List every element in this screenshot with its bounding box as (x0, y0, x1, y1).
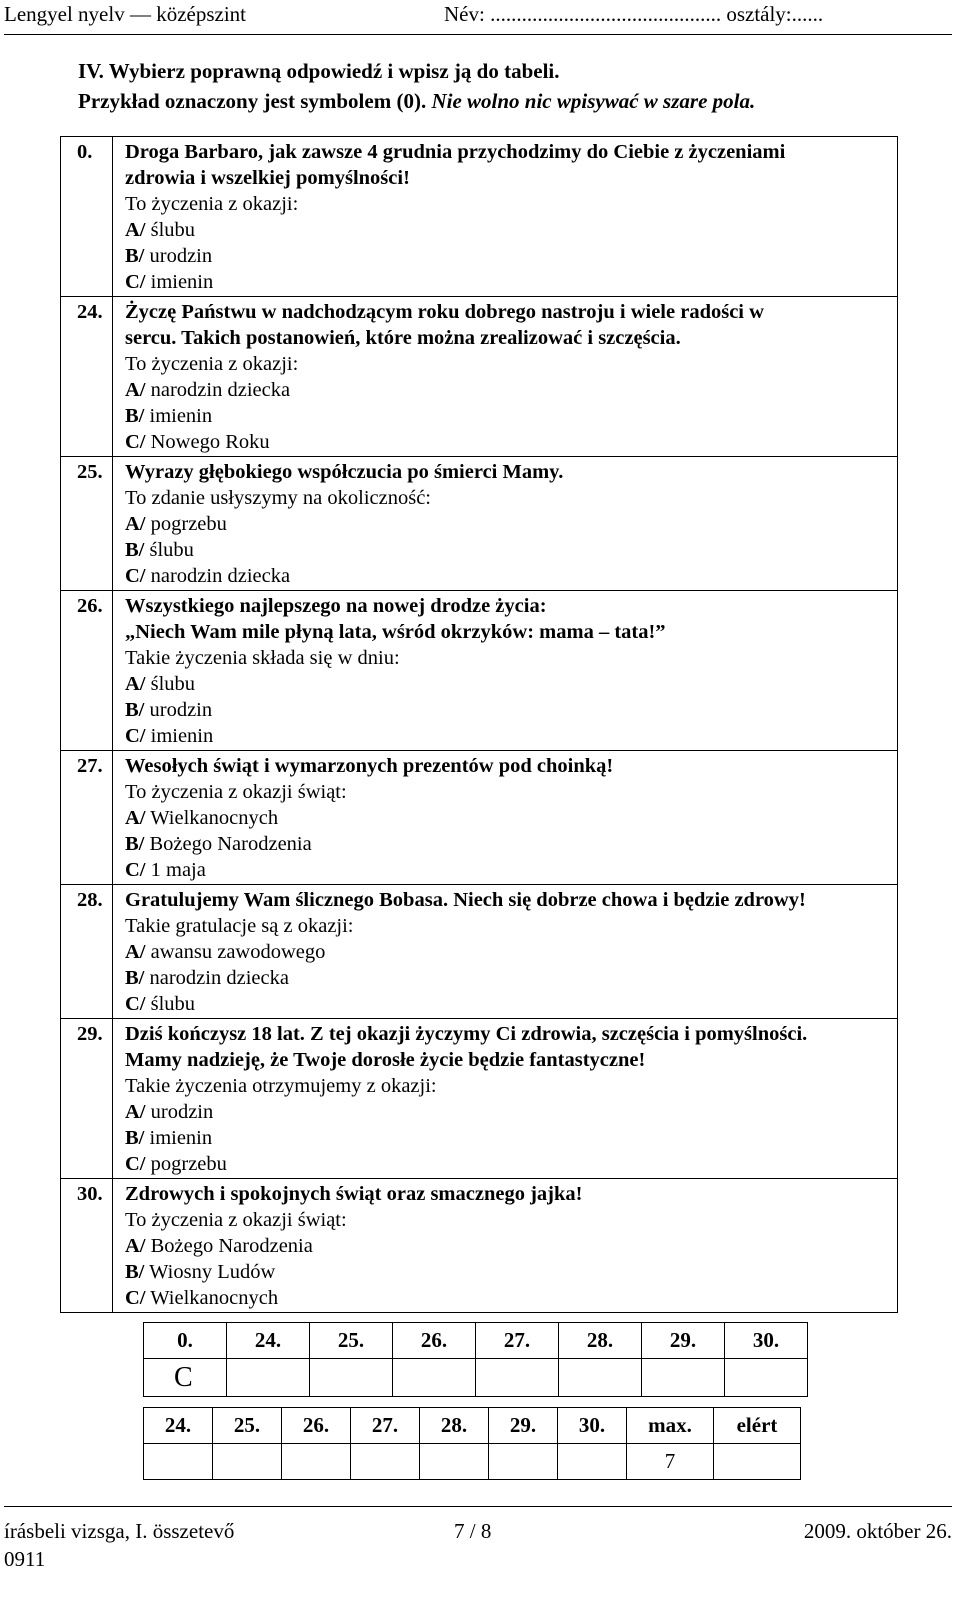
score-achieved-value (714, 1444, 801, 1480)
question-number: 29. (61, 1019, 113, 1179)
question-text-line: Wyrazy głębokiego współczucia po śmierci Mamy. (125, 461, 564, 483)
option-letter: A/ (125, 379, 146, 401)
question-number: 30. (61, 1179, 113, 1313)
question-content (113, 1179, 898, 1313)
answer-option (125, 671, 891, 697)
score-cell (351, 1444, 420, 1480)
footer-code: 0911 (4, 1547, 46, 1571)
header-subject: Lengyel nyelv — középszint (4, 2, 247, 26)
answer-option (125, 965, 891, 991)
option-letter: C/ (125, 565, 146, 587)
option-letter: A/ (125, 941, 146, 963)
option-letter: C/ (125, 1287, 146, 1309)
score-table (143, 1407, 801, 1480)
answer-option (125, 1259, 891, 1285)
option-letter: B/ (125, 833, 145, 855)
option-text: urodzin (145, 1101, 214, 1123)
option-text: awansu zawodowego (145, 941, 326, 963)
answer-table (143, 1322, 808, 1397)
answer-option (125, 1285, 891, 1311)
answer-option (125, 831, 891, 857)
question-prompt: To życzenia z okazji świąt: (125, 1209, 347, 1231)
answer-option (125, 217, 891, 243)
score-cell (558, 1444, 627, 1480)
option-letter: A/ (125, 673, 146, 695)
question-number: 0. (61, 137, 113, 297)
option-letter: A/ (125, 219, 146, 241)
option-letter: C/ (125, 1153, 146, 1175)
answer-header-cell: 24. (227, 1323, 310, 1359)
option-letter: B/ (125, 699, 145, 721)
question-content (113, 457, 898, 591)
question-text-line: Życzę Państwu w nadchodzącym roku dobrego nastroju i wiele radości w (125, 301, 764, 323)
question-content (113, 1019, 898, 1179)
question-number: 26. (61, 591, 113, 751)
option-letter: B/ (125, 245, 145, 267)
option-letter: C/ (125, 431, 146, 453)
answer-option (125, 939, 891, 965)
answer-cell-28[interactable] (559, 1359, 642, 1397)
question-content (113, 751, 898, 885)
question-text-line: Zdrowych i spokojnych świąt oraz smacznego jajka! (125, 1183, 583, 1205)
answer-option (125, 269, 891, 295)
question-row (61, 885, 898, 1019)
answer-option (125, 805, 891, 831)
question-content (113, 885, 898, 1019)
score-cell (282, 1444, 351, 1480)
option-letter: C/ (125, 725, 146, 747)
answer-option (125, 991, 891, 1017)
question-text-line: „Niech Wam mile płyną lata, wśród okrzyków: mama – tata!” (125, 621, 666, 643)
question-number: 28. (61, 885, 113, 1019)
footer-page-number: 7 / 8 (454, 1519, 492, 1543)
score-cell (489, 1444, 558, 1480)
answer-header-cell: 26. (393, 1323, 476, 1359)
instruction-example: Przykład oznaczony jest symbolem (0). (78, 89, 427, 113)
footer-date: 2009. október 26. (803, 1519, 952, 1543)
question-number: 27. (61, 751, 113, 885)
score-cell (213, 1444, 282, 1480)
score-header-cell: 30. (558, 1408, 627, 1444)
option-text: narodzin dziecka (144, 967, 289, 989)
question-prompt: Takie gratulacje są z okazji: (125, 915, 354, 937)
task-instructions (78, 56, 755, 116)
option-letter: C/ (125, 859, 146, 881)
score-header-cell: 27. (351, 1408, 420, 1444)
answer-table-value-row (144, 1359, 808, 1397)
option-text: imienin (144, 1127, 213, 1149)
answer-option (125, 537, 891, 563)
answer-table-header-row (144, 1323, 808, 1359)
answer-option (125, 1151, 891, 1177)
header-name-class-field: Név: ............................................ osztály:...... (444, 2, 824, 26)
option-letter: B/ (125, 967, 145, 989)
score-cell (144, 1444, 213, 1480)
answer-option (125, 857, 891, 883)
question-row (61, 137, 898, 297)
score-cell (420, 1444, 489, 1480)
answer-header-cell: 0. (144, 1323, 227, 1359)
answer-cell-27[interactable] (476, 1359, 559, 1397)
answer-header-cell: 30. (725, 1323, 808, 1359)
question-prompt: To życzenia z okazji świąt: (125, 781, 347, 803)
question-content (113, 297, 898, 457)
question-text-line: Mamy nadzieję, że Twoje dorosłe życie będzie fantastyczne! (125, 1049, 646, 1071)
option-letter: A/ (125, 807, 146, 829)
answer-option (125, 1099, 891, 1125)
option-text: Wiosny Ludów (144, 1261, 276, 1283)
question-prompt: Takie życzenia składa się w dniu: (125, 647, 400, 669)
question-text-line: Wszystkiego najlepszego na nowej drodze życia: (125, 595, 547, 617)
option-letter: C/ (125, 993, 146, 1015)
question-prompt: Takie życzenia otrzymujemy z okazji: (125, 1075, 437, 1097)
option-letter: A/ (125, 513, 146, 535)
answer-header-cell: 28. (559, 1323, 642, 1359)
answer-option (125, 403, 891, 429)
score-header-cell: 28. (420, 1408, 489, 1444)
answer-option (125, 243, 891, 269)
option-text: narodzin dziecka (145, 565, 291, 587)
question-text-line: Dziś kończysz 18 lat. Z tej okazji życzymy Ci zdrowia, szczęścia i pomyślności. (125, 1023, 808, 1045)
option-text: imienin (145, 725, 214, 747)
question-row (61, 1179, 898, 1313)
answer-option (125, 723, 891, 749)
question-row (61, 1019, 898, 1179)
option-letter: B/ (125, 539, 145, 561)
option-text: ślubu (145, 219, 196, 241)
option-text: imienin (145, 271, 214, 293)
answer-header-cell: 29. (642, 1323, 725, 1359)
instruction-line-1: IV. Wybierz poprawną odpowiedź i wpisz ją do tabeli. (78, 59, 560, 83)
score-header-cell: 26. (282, 1408, 351, 1444)
option-text: urodzin (144, 699, 213, 721)
score-table-header-row (144, 1408, 801, 1444)
score-table-value-row (144, 1444, 801, 1480)
question-text-line: Gratulujemy Wam ślicznego Bobasa. Niech się dobrze chowa i będzie zdrowy! (125, 889, 806, 911)
question-row (61, 297, 898, 457)
question-row (61, 751, 898, 885)
footer-exam-label: írásbeli vizsga, I. összetevő (4, 1519, 235, 1543)
option-letter: B/ (125, 1261, 145, 1283)
instruction-line-2 (78, 86, 755, 116)
answer-cell-26[interactable] (393, 1359, 476, 1397)
question-prompt: To zdanie usłyszymy na okoliczność: (125, 487, 431, 509)
answer-option (125, 1233, 891, 1259)
instruction-warning: Nie wolno nic wpisywać w szare pola. (431, 89, 756, 113)
answer-cell-24[interactable] (227, 1359, 310, 1397)
option-text: urodzin (144, 245, 213, 267)
question-number: 24. (61, 297, 113, 457)
option-letter: A/ (125, 1101, 146, 1123)
answer-cell-30[interactable] (725, 1359, 808, 1397)
option-letter: B/ (125, 1127, 145, 1149)
option-text: ślubu (145, 993, 196, 1015)
answer-example-cell: C (144, 1359, 227, 1397)
option-text: Bożego Narodzenia (144, 833, 312, 855)
question-prompt: To życzenia z okazji: (125, 193, 299, 215)
option-text: Wielkanocnych (145, 1287, 279, 1309)
option-letter: B/ (125, 405, 145, 427)
answer-option (125, 511, 891, 537)
score-header-max: max. (627, 1408, 714, 1444)
option-text: pogrzebu (145, 513, 227, 535)
answer-option (125, 1125, 891, 1151)
score-header-achieved: elért (714, 1408, 801, 1444)
answer-option (125, 563, 891, 589)
option-text: Wielkanocnych (145, 807, 279, 829)
question-prompt: To życzenia z okazji: (125, 353, 299, 375)
question-text-line: sercu. Takich postanowień, które można zrealizować i szczęścia. (125, 327, 681, 349)
answer-cell-25[interactable] (310, 1359, 393, 1397)
option-letter: A/ (125, 1235, 146, 1257)
option-letter: C/ (125, 271, 146, 293)
score-max-value: 7 (627, 1444, 714, 1480)
question-number: 25. (61, 457, 113, 591)
option-text: narodzin dziecka (145, 379, 291, 401)
question-content (113, 591, 898, 751)
option-text: pogrzebu (145, 1153, 227, 1175)
answer-option (125, 697, 891, 723)
answer-header-cell: 27. (476, 1323, 559, 1359)
score-header-cell: 24. (144, 1408, 213, 1444)
question-row (61, 591, 898, 751)
page-footer (4, 1506, 952, 1571)
question-text-line: zdrowia i wszelkiej pomyślności! (125, 167, 410, 189)
page-header (4, 0, 952, 35)
question-text-line: Wesołych świąt i wymarzonych prezentów pod choinką! (125, 755, 614, 777)
option-text: imienin (144, 405, 213, 427)
score-header-cell: 29. (489, 1408, 558, 1444)
answer-option (125, 429, 891, 455)
question-text-line: Droga Barbaro, jak zawsze 4 grudnia przychodzimy do Ciebie z życzeniami (125, 141, 786, 163)
option-text: Bożego Narodzenia (145, 1235, 313, 1257)
option-text: Nowego Roku (145, 431, 270, 453)
question-row (61, 457, 898, 591)
option-text: 1 maja (145, 859, 206, 881)
option-text: ślubu (144, 539, 194, 561)
option-text: ślubu (145, 673, 196, 695)
answer-cell-29[interactable] (642, 1359, 725, 1397)
questions-table (60, 136, 898, 1313)
answer-option (125, 377, 891, 403)
score-header-cell: 25. (213, 1408, 282, 1444)
answer-header-cell: 25. (310, 1323, 393, 1359)
question-content (113, 137, 898, 297)
